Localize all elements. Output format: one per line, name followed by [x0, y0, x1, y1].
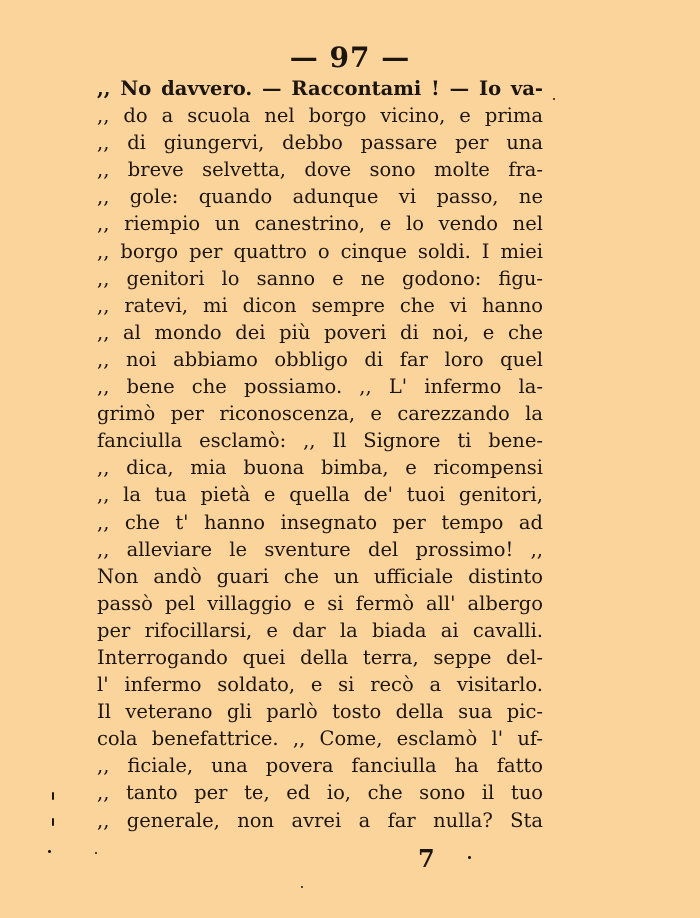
text-line: Non andò guari che un ufficiale distinto: [97, 564, 543, 588]
text-line: ,, borgo per quattro o cinque soldi. I miei: [97, 239, 543, 263]
signature-mark: 7: [418, 844, 435, 873]
text-line: cola benefattrice. ,, Come, esclamò l' uf-: [97, 727, 543, 751]
ink-speck: [48, 850, 51, 853]
text-line: ,, la tua pietà e quella de' tuoi genitori,: [97, 483, 543, 507]
text-line: ,, ratevi, mi dicon sempre che vi hanno: [97, 293, 543, 317]
text-line: ,, genitori lo sanno e ne godono: figu-: [97, 266, 543, 290]
text-line: ,, generale, non avrei a far nulla? Sta: [97, 808, 543, 832]
text-line: ,, noi abbiamo obbligo di far loro quel: [97, 347, 543, 371]
text-line: ,, breve selvetta, dove sono molte fra-: [97, 158, 543, 182]
text-line: grimò per riconoscenza, e carezzando la: [97, 402, 543, 426]
text-line: ,, che t' hanno insegnato per tempo ad: [97, 510, 543, 534]
ink-speck: [52, 792, 54, 800]
text-line: passò pel villaggio e si fermò all' albergo: [97, 591, 543, 615]
text-line: Interrogando quei della terra, seppe del-: [97, 645, 543, 669]
text-line: ,, dica, mia buona bimba, e ricompensi: [97, 456, 543, 480]
ink-speck: [301, 886, 303, 888]
text-line: ,, alleviare le sventure del prossimo! ,,: [97, 537, 543, 561]
text-line: ,, riempio un canestrino, e lo vendo nel: [97, 212, 543, 236]
ink-speck: [553, 98, 555, 100]
page-number: — 97 —: [289, 41, 411, 74]
text-line: ,, gole: quando adunque vi passo, ne: [97, 185, 543, 209]
ink-speck: [95, 852, 97, 854]
text-line: ,, No davvero. — Raccontami ! — Io va-: [97, 77, 543, 100]
text-line: ,, di giungervi, debbo passare per una: [97, 131, 543, 155]
ink-speck: [52, 818, 54, 826]
text-line: per rifocillarsi, e dar la biada ai cavalli.: [97, 618, 543, 642]
text-line: ,, ficiale, una povera fanciulla ha fatto: [97, 754, 543, 778]
ink-speck: [468, 856, 471, 859]
text-line: ,, tanto per te, ed io, che sono il tuo: [97, 781, 543, 805]
text-line: ,, al mondo dei più poveri di noi, e che: [97, 320, 543, 344]
text-line: ,, bene che possiamo. ,, L' infermo la-: [97, 375, 543, 399]
text-line: Il veterano gli parlò tosto della sua pic-: [97, 700, 543, 724]
text-line: ,, do a scuola nel borgo vicino, e prima: [97, 104, 543, 128]
body-text: [97, 75, 543, 834]
text-line: fanciulla esclamò: ,, Il Signore ti bene-: [97, 429, 543, 453]
text-line: l' infermo soldato, e si recò a visitarlo.: [97, 673, 543, 697]
